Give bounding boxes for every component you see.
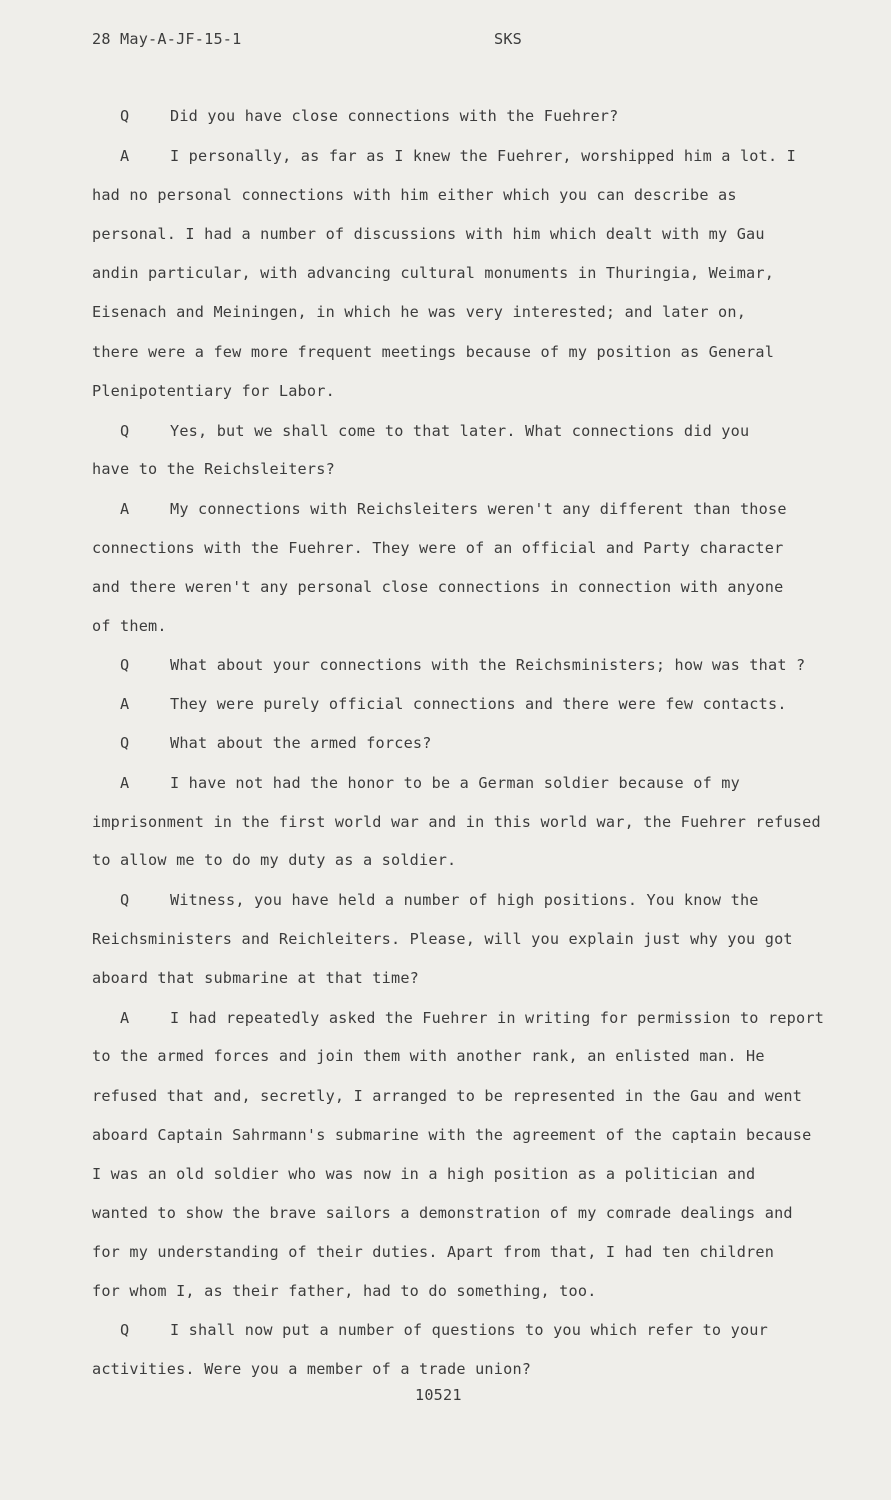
text-line: Eisenach and Meiningen, in which he was very interested; and later on,: [92, 303, 747, 321]
question-line: [120, 421, 749, 441]
speaker-label: Q: [120, 891, 130, 909]
text-line: andin particular, with advancing cultural monuments in Thuringia, Weimar,: [92, 264, 775, 282]
answer-line: [120, 146, 796, 166]
speaker-label: Q: [120, 107, 130, 125]
text-line: aboard that submarine at that time?: [92, 969, 420, 987]
line-text: My connections with Reichsleiters weren't any different than those: [170, 500, 787, 518]
text-line: and there weren't any personal close connections in connection with anyone: [92, 578, 784, 596]
text-line: personal. I had a number of discussions with him which dealt with my Gau: [92, 225, 765, 243]
speaker-label: A: [120, 1009, 130, 1027]
text-line: refused that and, secretly, I arranged to be represented in the Gau and went: [92, 1087, 803, 1105]
line-text: I have not had the honor to be a German soldier because of my: [170, 774, 740, 792]
line-text: Witness, you have held a number of high positions. You know the: [170, 891, 759, 909]
answer-line: [120, 694, 787, 714]
line-text: They were purely official connections and there were few contacts.: [170, 695, 787, 713]
speaker-label: A: [120, 500, 130, 518]
text-line: imprisonment in the first world war and in this world war, the Fuehrer refused: [92, 813, 821, 831]
text-line: activities. Were you a member of a trade union?: [92, 1360, 532, 1378]
text-line: wanted to show the brave sailors a demonstration of my comrade dealings and: [92, 1204, 793, 1222]
speaker-label: A: [120, 695, 130, 713]
answer-line: [120, 773, 740, 793]
speaker-label: Q: [120, 656, 130, 674]
text-line: there were a few more frequent meetings because of my position as General: [92, 343, 775, 361]
text-line: for my understanding of their duties. Apart from that, I had ten children: [92, 1243, 775, 1261]
text-line: had no personal connections with him either which you can describe as: [92, 186, 737, 204]
line-text: Yes, but we shall come to that later. What connections did you: [170, 422, 750, 440]
text-line: of them.: [92, 617, 167, 635]
text-line: to the armed forces and join them with another rank, an enlisted man. He: [92, 1047, 765, 1065]
text-line: aboard Captain Sahrmann's submarine with the agreement of the captain because: [92, 1126, 812, 1144]
line-text: I shall now put a number of questions to you which refer to your: [170, 1321, 768, 1339]
line-text: I personally, as far as I knew the Fuehrer, worshipped him a lot. I: [170, 147, 797, 165]
typist-initials: SKS: [494, 30, 523, 48]
question-line: [120, 106, 619, 126]
line-text: What about the armed forces?: [170, 734, 432, 752]
answer-line: [120, 1008, 824, 1028]
question-line: [120, 890, 759, 910]
question-line: [120, 1320, 768, 1340]
line-text: I had repeatedly asked the Fuehrer in writing for permission to report: [170, 1009, 825, 1027]
text-line: for whom I, as their father, had to do something, too.: [92, 1282, 597, 1300]
line-text: Did you have close connections with the Fuehrer?: [170, 107, 619, 125]
question-line: [120, 655, 805, 675]
speaker-label: A: [120, 147, 130, 165]
speaker-label: A: [120, 774, 130, 792]
text-line: have to the Reichsleiters?: [92, 460, 335, 478]
answer-line: [120, 499, 787, 519]
page-number: 10521: [415, 1386, 462, 1404]
document-reference: 28 May-A-JF-15-1: [92, 30, 242, 48]
speaker-label: Q: [120, 422, 130, 440]
question-line: [120, 733, 432, 753]
text-line: I was an old soldier who was now in a high position as a politician and: [92, 1165, 756, 1183]
text-line: to allow me to do my duty as a soldier.: [92, 851, 457, 869]
text-line: Reichsministers and Reichleiters. Please, will you explain just why you got: [92, 930, 793, 948]
line-text: What about your connections with the Reichsministers; how was that ?: [170, 656, 806, 674]
text-line: Plenipotentiary for Labor.: [92, 382, 335, 400]
text-line: connections with the Fuehrer. They were of an official and Party character: [92, 539, 784, 557]
speaker-label: Q: [120, 1321, 130, 1339]
speaker-label: Q: [120, 734, 130, 752]
